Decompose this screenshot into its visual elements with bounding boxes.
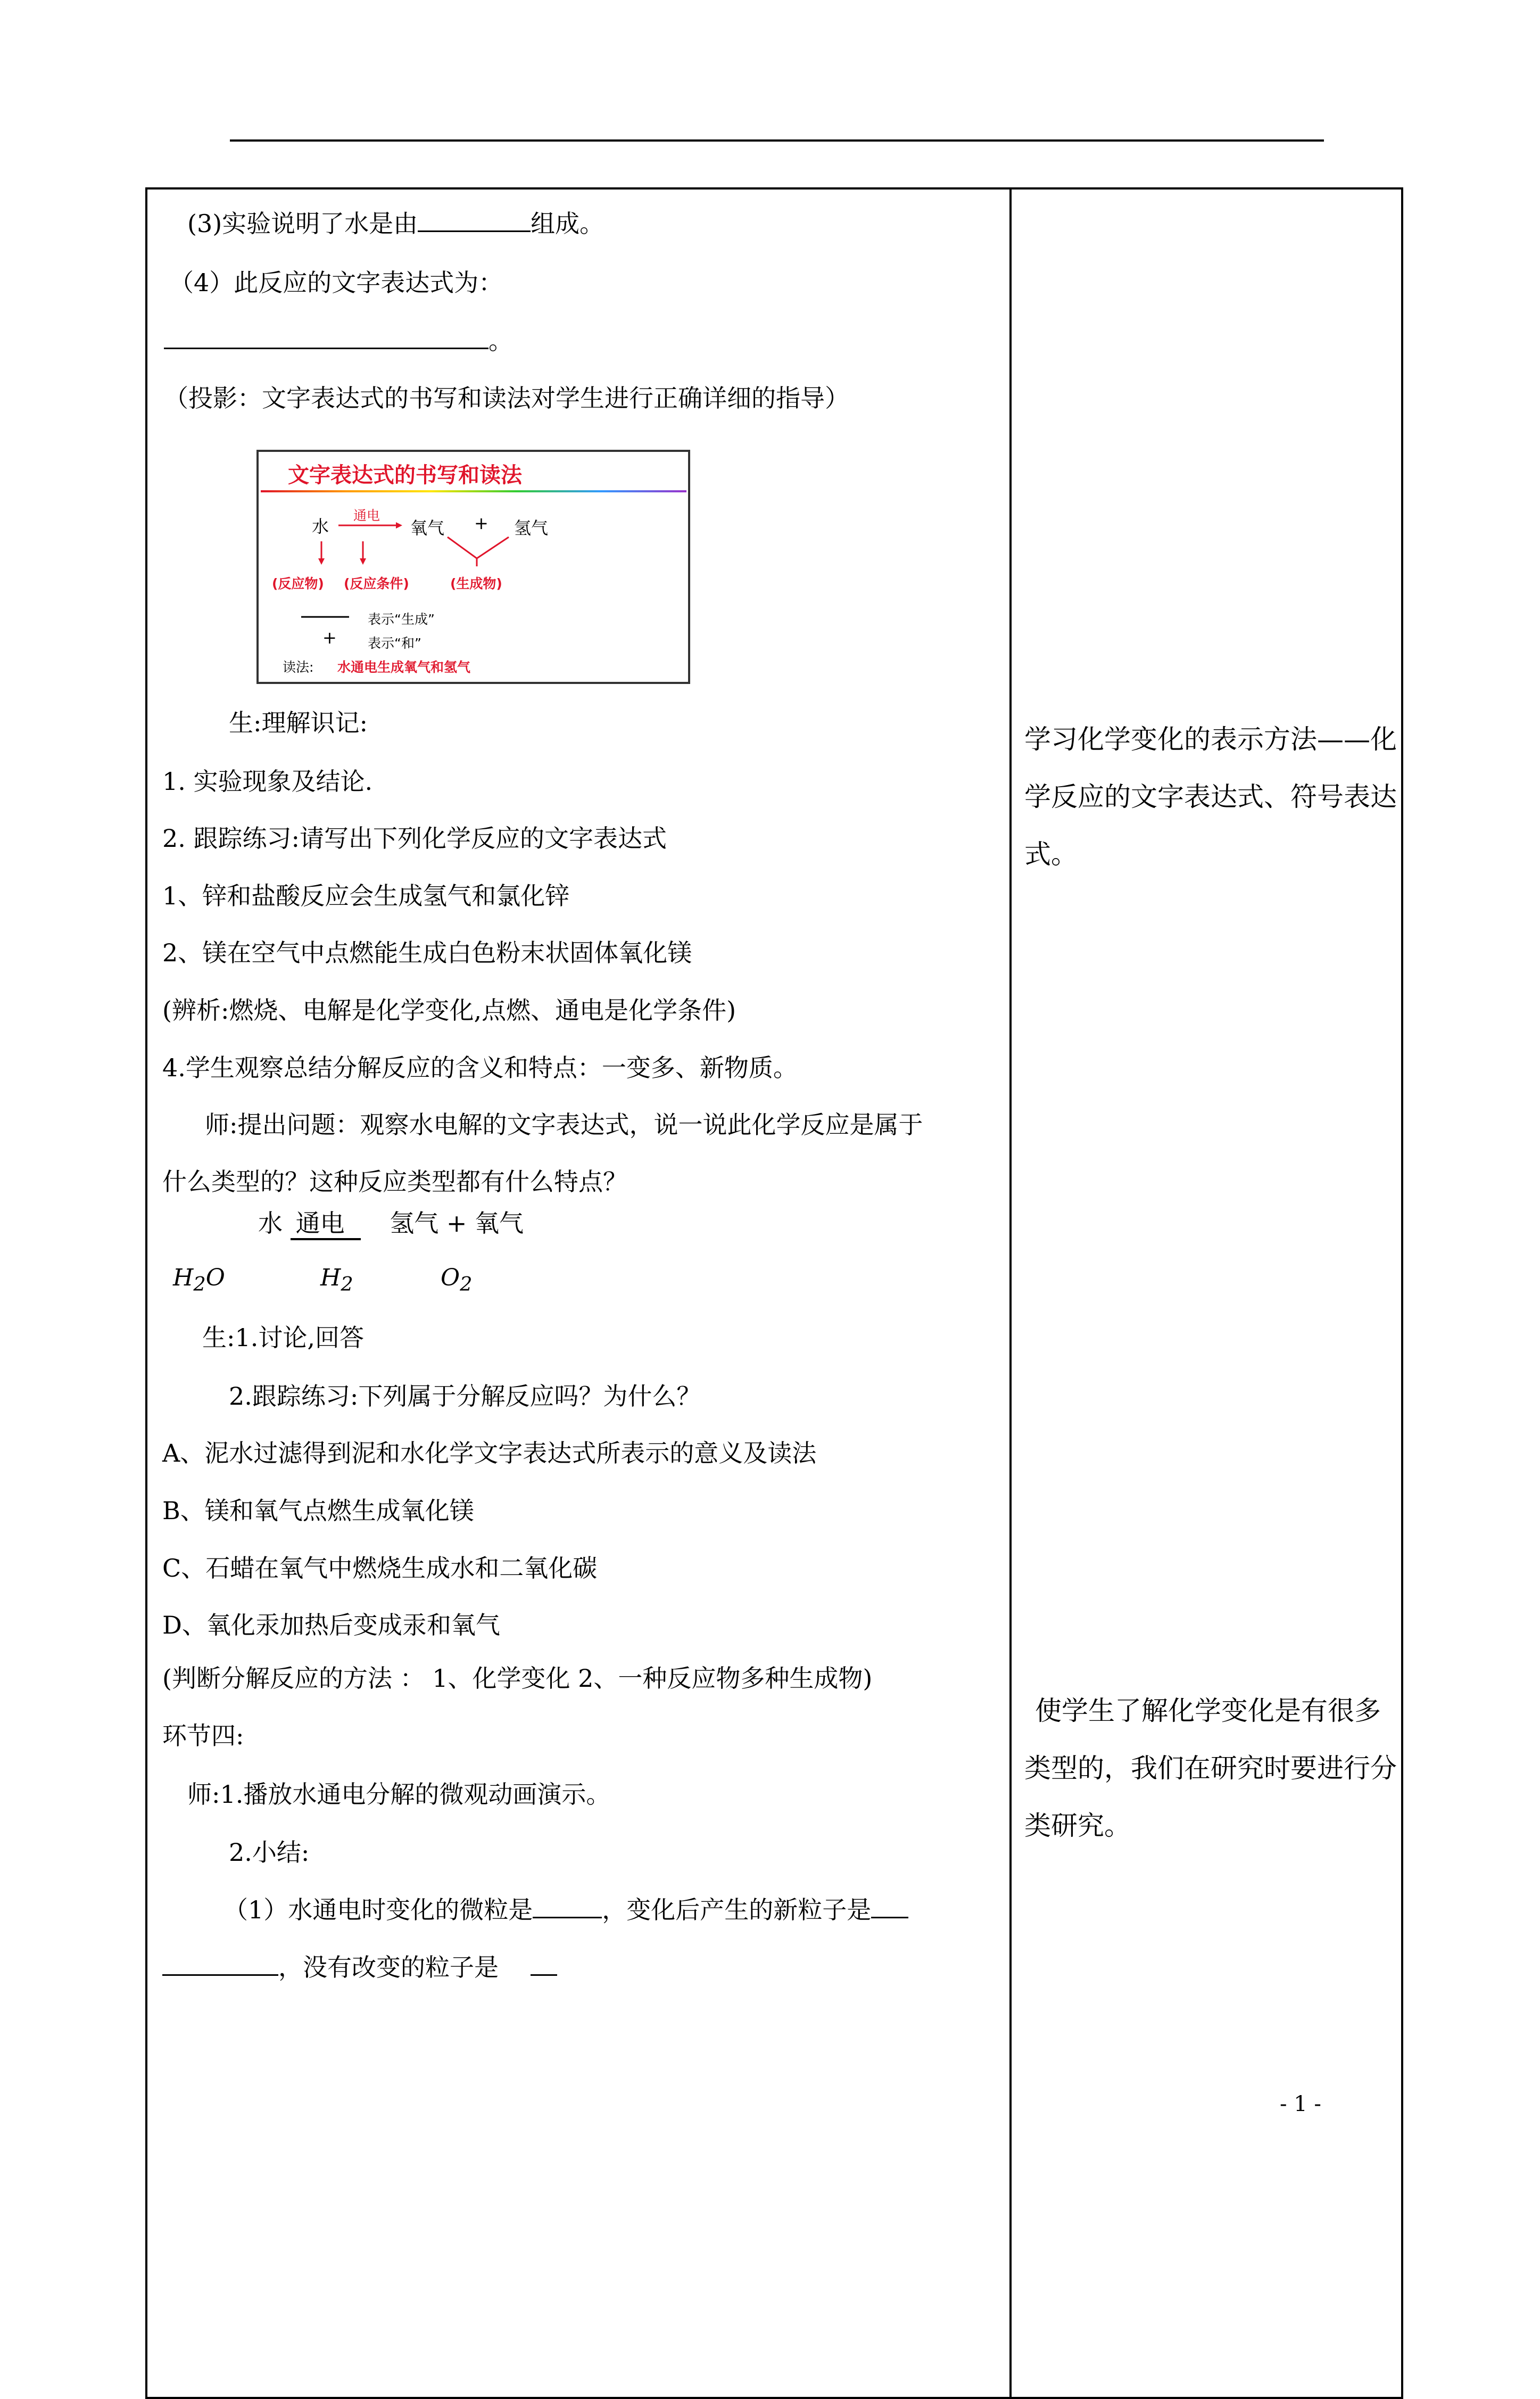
column-divider: [1009, 187, 1012, 2399]
text: （1）水通电时变化的微粒是: [223, 1895, 533, 1924]
slide-hydrogen: 氢气: [514, 518, 549, 538]
equation-water: 水: [258, 1209, 283, 1238]
subscript: 2: [341, 1272, 353, 1296]
slide-plus: +: [474, 513, 489, 533]
slide-condition-label: (反应条件): [344, 576, 409, 591]
equation-products: 氢气 + 氧气: [390, 1209, 524, 1238]
text: ，没有改变的粒子是: [278, 1953, 499, 1982]
subscript: 2: [193, 1272, 206, 1296]
page-number: - 1 -: [1280, 2092, 1321, 2116]
formula-h2: [320, 1264, 353, 1296]
note-expression-methods: 学习化学变化的表示方法——化学反应的文字表达式、符号表达式。: [1024, 724, 1397, 870]
slide-reading-label: 读法:: [283, 659, 314, 675]
line-summary: 2.小结:: [229, 1838, 310, 1867]
line-teacher-question: 师:提出问题：观察水电解的文字表达式，说一说此化学反应是属于: [205, 1110, 923, 1139]
answer-blank: [531, 1953, 557, 1976]
slide-arrow-meaning: 表示“生成”: [368, 612, 435, 627]
slide-reactant-label: (反应物): [272, 576, 324, 591]
line-student-discuss: 生:1.讨论,回答: [202, 1323, 365, 1352]
answer-blank: [871, 1895, 908, 1918]
line-exercise-2: 2、镁在空气中点燃能生成白色粉末状固体氧化镁: [162, 938, 692, 967]
formula-h2o: [173, 1264, 225, 1296]
line-experiment-conclusion: [187, 209, 604, 238]
subscript: 2: [460, 1272, 473, 1296]
line-expression-blank: [164, 326, 513, 356]
note-reaction-types: 使学生了解化学变化是有很多类型的，我们在研究时要进行分类研究。: [1024, 1695, 1397, 1841]
slide-water: 水: [312, 516, 329, 537]
line-teacher-animation: 师:1.播放水通电分解的微观动画演示。: [187, 1780, 611, 1809]
text: O: [441, 1264, 460, 1291]
line-analysis-note: (辨析:燃烧、电解是化学变化,点燃、通电是化学条件): [162, 996, 736, 1025]
line-option-a: A、泥水过滤得到泥和水化学文字表达式所表示的意义及读法: [162, 1439, 817, 1468]
answer-blank: [164, 326, 489, 349]
line-student-memorize: 生:理解识记:: [229, 708, 368, 737]
line-item-1: 1. 实验现象及结论.: [162, 767, 373, 796]
line-summary-1: [223, 1895, 908, 1925]
slide-plus-symbol: +: [322, 628, 337, 648]
line-summary-1-cont: [162, 1952, 557, 1982]
line-exercise-1: 1、锌和盐酸反应会生成氢气和氯化锌: [162, 881, 570, 910]
line-option-b: B、镁和氧气点燃生成氧化镁: [162, 1496, 474, 1525]
text: 组成。: [531, 209, 605, 238]
line-item-2: 2. 跟踪练习:请写出下列化学反应的文字表达式: [162, 824, 667, 853]
slide-title: 文字表达式的书写和读法: [288, 463, 522, 488]
slide-oxygen: 氧气: [410, 518, 445, 538]
line-word-equation: [258, 1208, 524, 1240]
text: (3)实验说明了水是由: [187, 209, 418, 238]
text: 。: [489, 326, 513, 355]
slide-product-label: (生成物): [450, 576, 502, 591]
line-expression-question: （4）此反应的文字表达式为：: [169, 268, 503, 297]
slide-plus-meaning: 表示“和”: [368, 636, 421, 651]
equation-condition: 通电: [291, 1208, 361, 1240]
answer-blank: [533, 1895, 602, 1918]
text: H: [320, 1264, 341, 1291]
line-projection-note: （投影：文字表达式的书写和读法对学生进行正确详细的指导）: [164, 384, 849, 413]
text: O: [205, 1264, 225, 1291]
answer-blank: [162, 1953, 278, 1976]
line-item-4: 4.学生观察总结分解反应的含义和特点：一变多、新物质。: [162, 1053, 798, 1082]
line-option-c: C、石蜡在氧气中燃烧生成水和二氧化碳: [162, 1554, 598, 1582]
header-rule: [230, 139, 1324, 142]
line-question-cont: 什么类型的？这种反应类型都有什么特点？: [162, 1167, 627, 1196]
projection-slide: [256, 450, 690, 684]
text: ，变化后产生的新粒子是: [602, 1895, 872, 1924]
line-follow-exercise: 2.跟踪练习:下列属于分解反应吗？为什么？: [229, 1382, 701, 1411]
slide-condition: 通电: [353, 508, 380, 523]
formula-o2: [441, 1264, 472, 1296]
text: H: [173, 1264, 194, 1291]
line-judge-method: (判断分解反应的方法 ： 1、化学变化 2、一种反应物多种生成物): [162, 1664, 873, 1693]
slide-reading-text: 水通电生成氧气和氢气: [337, 659, 471, 675]
line-section-four: 环节四:: [162, 1721, 244, 1750]
line-option-d: D、氧化汞加热后变成汞和氧气: [162, 1611, 500, 1639]
answer-blank: [418, 209, 531, 232]
